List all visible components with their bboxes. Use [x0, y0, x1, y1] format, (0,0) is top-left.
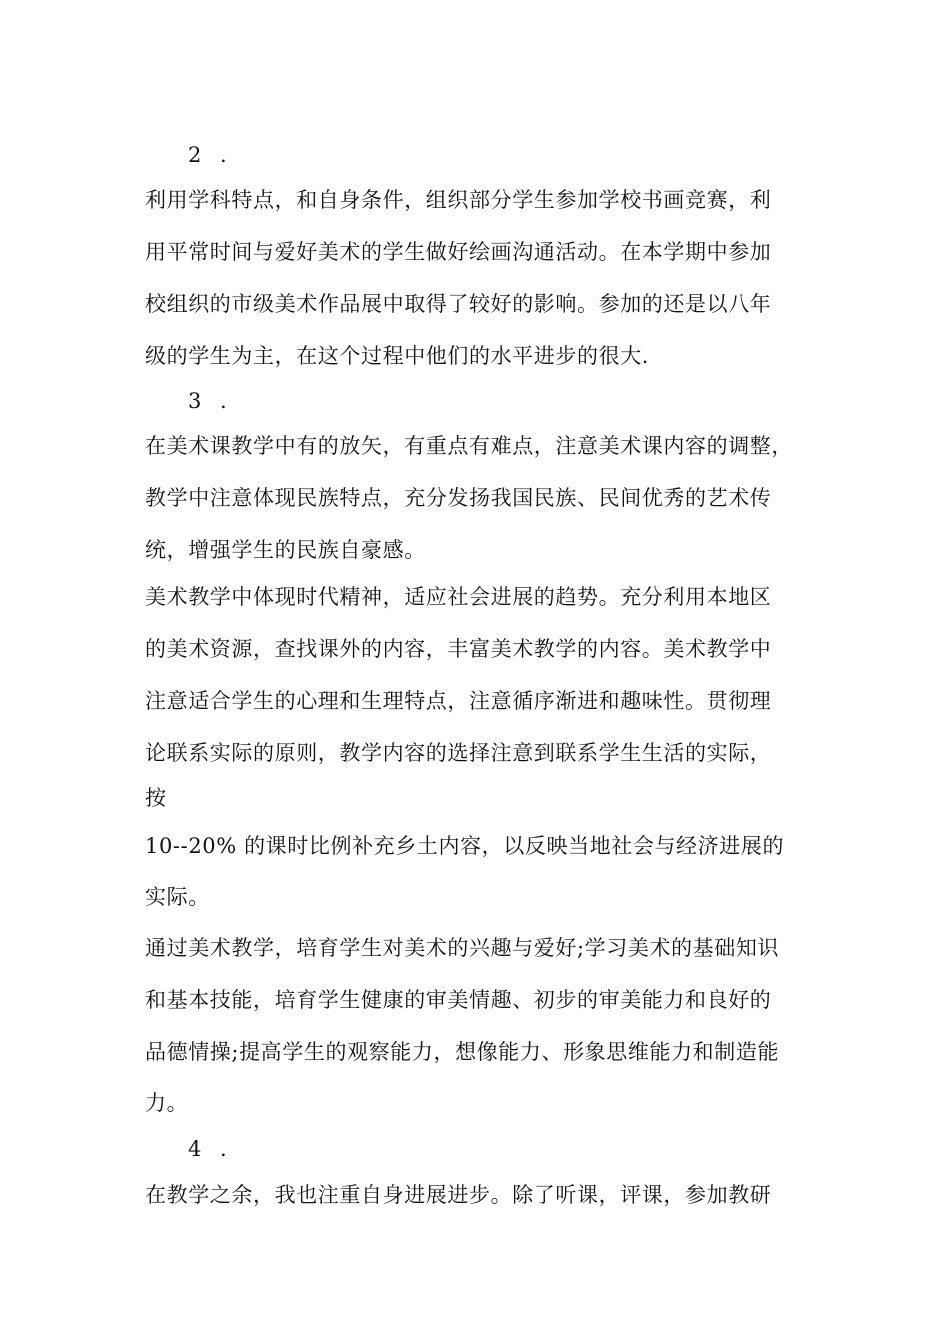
paragraph-line: 的美术资源，查找课外的内容，丰富美术教学的内容。美术教学中	[145, 637, 772, 661]
paragraph-line: 按	[145, 786, 167, 810]
paragraph-line: 论联系实际的原则，教学内容的选择注意到联系学生生活的实际，	[145, 741, 772, 765]
section-number-4: 4 .	[188, 1137, 233, 1161]
paragraph-line: 美术教学中体现时代精神，适应社会进展的趋势。充分利用本地区	[145, 585, 772, 609]
paragraph-line: 教学中注意体现民族特点，充分发扬我国民族、民间优秀的艺术传	[145, 486, 772, 510]
paragraph-line: 利用学科特点，和自身条件，组织部分学生参加学校书画竞赛，利	[145, 188, 772, 212]
paragraph-line: 用平常时间与爱好美术的学生做好绘画沟通活动。在本学期中参加	[145, 240, 772, 264]
paragraph-line: 校组织的市级美术作品展中取得了较好的影响。参加的还是以八年	[145, 292, 772, 316]
paragraph-line: 品德情操;提高学生的观察能力，想像能力、形象思维能力和制造能	[145, 1040, 780, 1064]
paragraph-line: 统，增强学生的民族自豪感。	[145, 538, 426, 562]
section-number-3: 3 .	[188, 389, 233, 413]
paragraph-line: 在教学之余，我也注重自身进展进步。除了听课，评课，参加教研	[145, 1183, 772, 1207]
paragraph-line: 和基本技能，培育学生健康的审美情趣、初步的审美能力和良好的	[145, 988, 772, 1012]
paragraph-line: 在美术课教学中有的放矢，有重点有难点，注意美术课内容的调整，	[145, 434, 793, 458]
paragraph-line: 注意适合学生的心理和生理特点，注意循序渐进和趣味性。贯彻理	[145, 689, 772, 713]
paragraph-line: 10--20% 的课时比例补充乡土内容，以反映当地社会与经济进展的	[145, 834, 785, 858]
paragraph-line: 实际。	[145, 885, 210, 909]
section-number-2: 2 .	[188, 143, 233, 167]
paragraph-line: 力。	[145, 1091, 189, 1115]
paragraph-line: 通过美术教学，培育学生对美术的兴趣与爱好;学习美术的基础知识	[145, 936, 780, 960]
paragraph-line: 级的学生为主，在这个过程中他们的水平进步的很大.	[145, 344, 650, 368]
